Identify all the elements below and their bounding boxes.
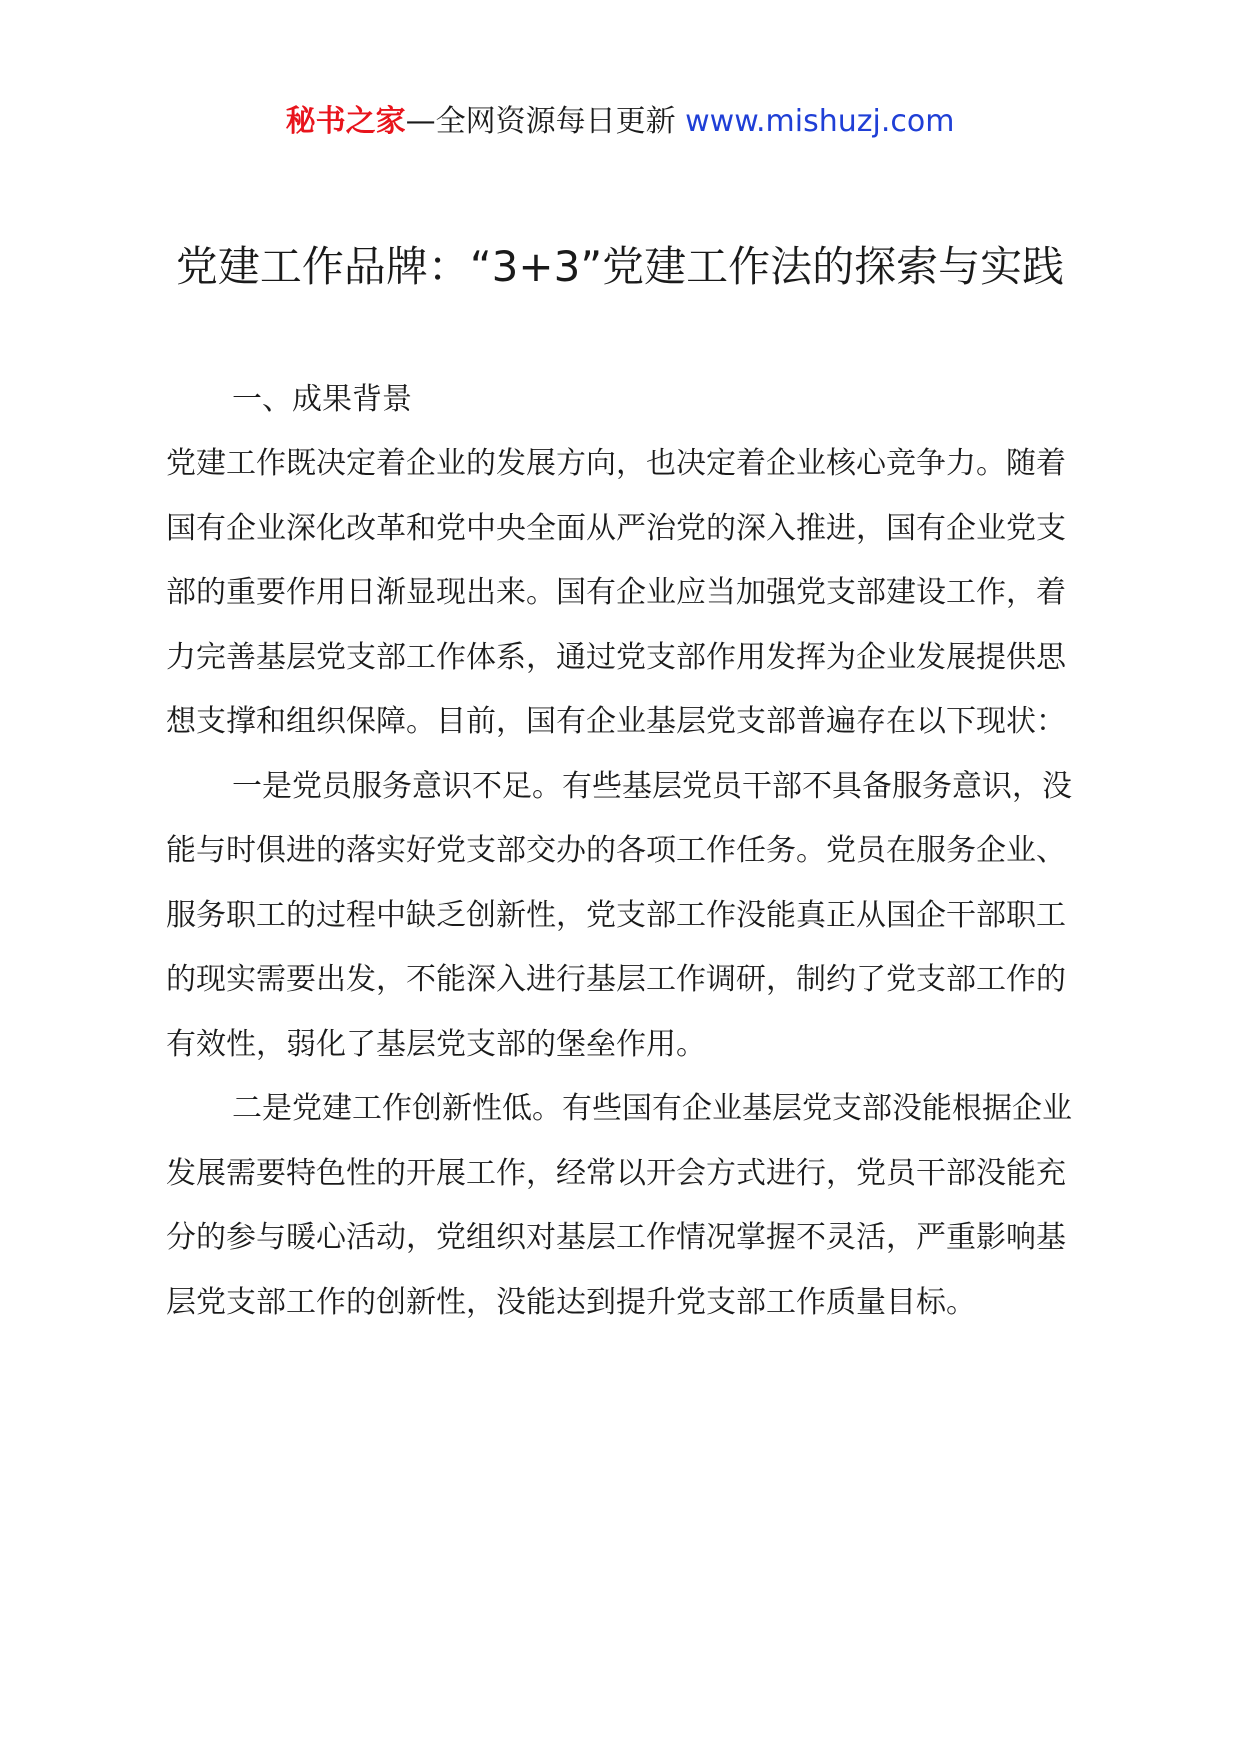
brand-name: 秘书之家 (285, 104, 406, 139)
paragraph-background: 党建工作既决定着企业的发展方向，也决定着企业核心竞争力。随着国有企业深化改革和党中央全面从严治党的深入推进，国有企业党支部的重要作用日渐显现出来。国有企业应当加强党支部建设工作，着力完善基层党支部工作体系，通过党支部作用发挥为企业发展提供思想支撑和组织保障。目前，国有企业基层党支部普遍存在以下现状： (166, 446, 1066, 739)
header-tagline: —全网资源每日更新 (405, 104, 686, 139)
paragraph-point-one: 一是党员服务意识不足。有些基层党员干部不具备服务意识，没能与时俱进的落实好党支部交办的各项工作任务。党员在服务企业、服务职工的过程中缺乏创新性，党支部工作没能真正从国企干部职工的现实需要出发，不能深入进行基层工作调研，制约了党支部工作的有效性，弱化了基层党支部的堡垒作用。 (166, 768, 1072, 1062)
document-body (166, 370, 1086, 1335)
site-url-link[interactable]: www.mishuzj.com (685, 104, 955, 139)
section-heading: 一、成果背景 (232, 382, 412, 417)
paragraph-point-two: 二是党建工作创新性低。有些国有企业基层党支部没能根据企业发展需要特色性的开展工作，经常以开会方式进行，党员干部没能充分的参与暖心活动，党组织对基层工作情况掌握不灵活，严重影响基层党支部工作的创新性，没能达到提升党支部工作质量目标。 (166, 1091, 1072, 1320)
site-header (0, 100, 1240, 144)
document-title: 党建工作品牌：“3+3”党建工作法的探索与实践 (175, 242, 1065, 291)
